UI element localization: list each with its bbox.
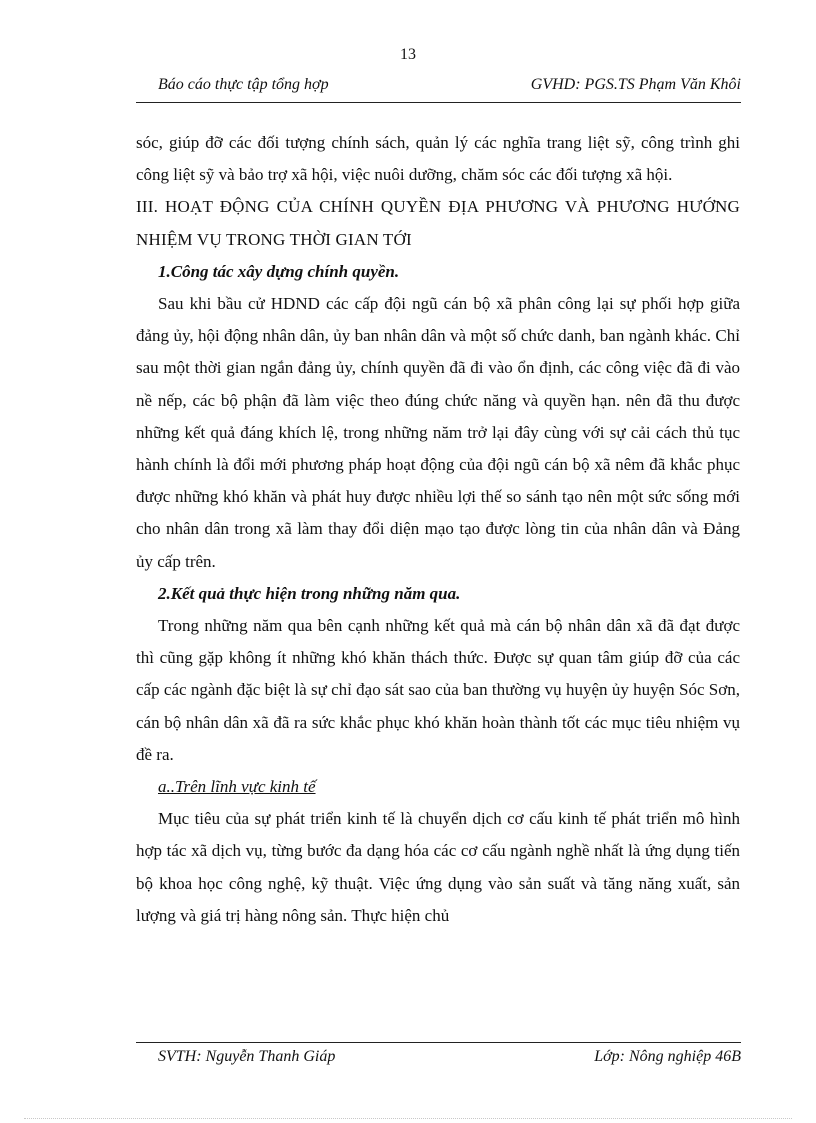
- page-number: 13: [400, 46, 416, 63]
- supervisor-name: GVHD: PGS.TS Phạm Văn Khôi: [530, 76, 741, 93]
- subheading-results: 2.Kết quả thực hiện trong những năm qua.: [158, 583, 461, 603]
- page-body: [136, 127, 740, 932]
- page-bottom-divider: [24, 1118, 792, 1119]
- page-footer: [136, 1042, 741, 1071]
- report-title: Báo cáo thực tập tổng hợp: [158, 76, 329, 93]
- paragraph-continued: sóc, giúp đỡ các đối tượng chính sách, quản lý các nghĩa trang liệt sỹ, công trình ghi công liệt sỹ và bảo trợ xã hội, việc nuôi dưỡng, chăm sóc các đối tượng xã hội.: [136, 133, 740, 185]
- page-header: [136, 76, 741, 103]
- subheading-building-government: 1.Công tác xây dựng chính quyền.: [158, 261, 400, 281]
- paragraph-economic: Mục tiêu của sự phát triển kinh tế là chuyển dịch cơ cấu kinh tế phát triển mô hình hợp tác xã dịch vụ, từng bước đa dạng hóa các cơ cấu ngành nghề nhất là ứng dụng tiến bộ khoa học công nghệ, kỹ thuật. Việc ứng dụng vào sản suất và tăng năng xuất, sản lượng và giá trị hàng nông sản. Thực hiện chủ: [136, 809, 740, 925]
- paragraph-results: Trong những năm qua bên cạnh những kết quả mà cán bộ nhân dân xã đã đạt được thì cũng gặp không ít những khó khăn thách thức. Được sự quan tâm giúp đỡ của các cấp các ngành đặc biệt là sự chỉ đạo sát sao của ban thường vụ huyện ủy huyện Sóc Sơn, cán bộ nhân dân xã đã ra sức khắc phục khó khăn hoàn thành tốt các mục tiêu nhiệm vụ đề ra.: [136, 616, 740, 764]
- paragraph-building-government: Sau khi bầu cử HDND các cấp đội ngũ cán bộ xã phân công lại sự phối hợp giữa đảng ủy, hội động nhân dân, ủy ban nhân dân và một số chức danh, ban ngành khác. Chỉ sau một thời gian ngắn đảng ủy, chính quyền đã đi vào ổn định, các công việc đã đi vào nề nếp, các bộ phận đã làm việc theo đúng chức năng và quyền hạn. nên đã thu được những kết quả đáng khích lệ, trong những năm trở lại đây cùng với sự cải cách thủ tục hành chính là đổi mới phương pháp hoạt động của đội ngũ cán bộ xã nêm đã khắc phục được những khó khăn và phát huy được nhiều lợi thế so sánh tạo nên một sức sống mới cho nhân dân trong xã làm thay đổi diện mạo tạo được lòng tin của nhân dân và Đảng ủy cấp trên.: [136, 294, 740, 571]
- item-economic-field: a..Trên lĩnh vực kinh tế: [158, 777, 316, 797]
- class-name: Lớp: Nông nghiệp 46B: [594, 1048, 741, 1065]
- section-heading: III. HOẠT ĐỘNG CỦA CHÍNH QUYỀN ĐỊA PHƯƠNG VÀ PHƯƠNG HƯỚNG NHIỆM VỤ TRONG THỜI GIAN TỚI: [136, 197, 740, 249]
- student-name: SVTH: Nguyễn Thanh Giáp: [158, 1048, 336, 1065]
